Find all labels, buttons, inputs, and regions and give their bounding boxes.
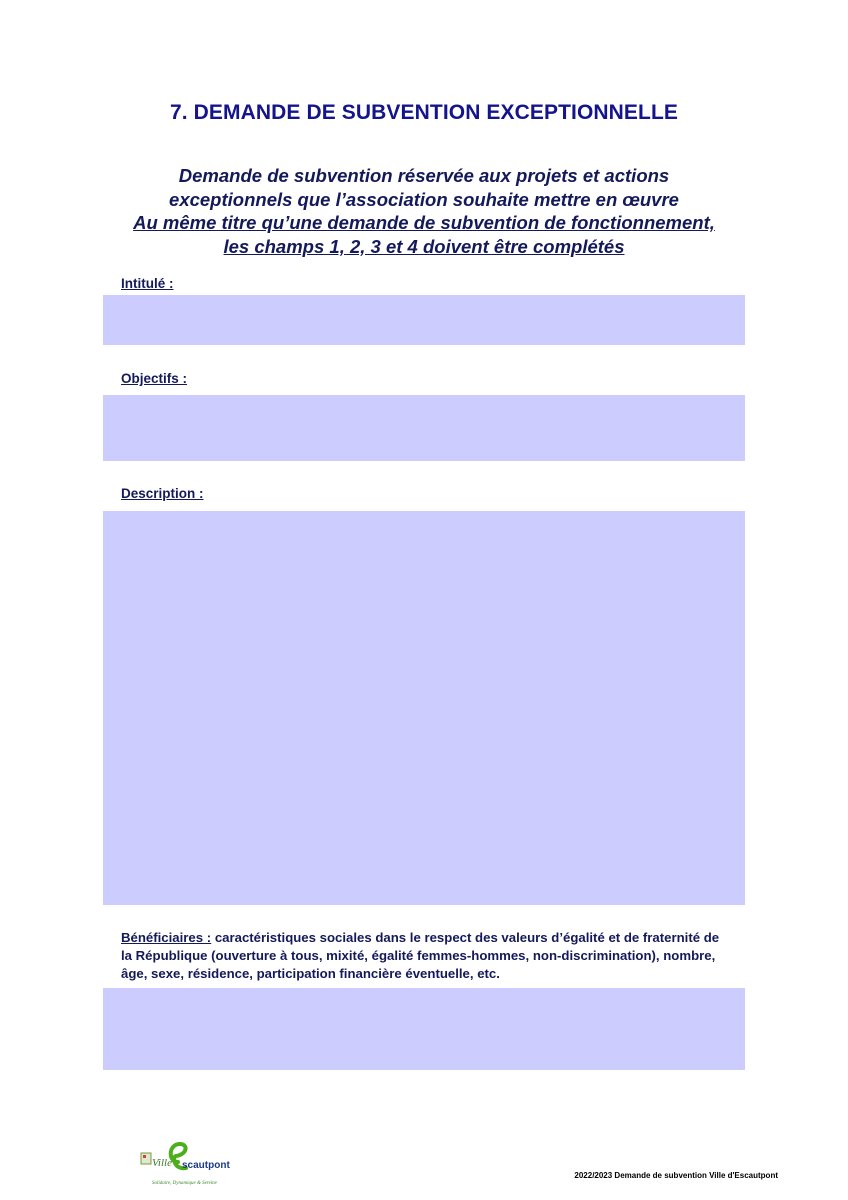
- subtitle-line-3: Au même titre qu’une demande de subvention de fonctionnement,: [133, 212, 715, 233]
- beneficiaires-instructions: [121, 929, 721, 983]
- ville-escautpont-logo: [138, 1140, 234, 1188]
- subtitle-line-1: Demande de subvention réservée aux projets et actions: [178, 165, 670, 186]
- page-title: 7. DEMANDE DE SUBVENTION EXCEPTIONNELLE: [170, 101, 678, 124]
- logo-icon: [138, 1140, 234, 1188]
- description-label: Description :: [121, 486, 204, 501]
- svg-text:Solidaire, Dynamique & Sereine: Solidaire, Dynamique & Sereine: [152, 1181, 217, 1186]
- beneficiaires-label: Bénéficiaires :: [121, 930, 212, 945]
- beneficiaires-field[interactable]: [103, 988, 745, 1070]
- subtitle-line-2: exceptionnels que l’association souhaite mettre en œuvre: [169, 188, 679, 210]
- objectifs-label: Objectifs :: [121, 371, 188, 386]
- subtitle-line-4: les champs 1, 2, 3 et 4 doivent être complétés: [223, 235, 625, 257]
- beneficiaires-text: caractéristiques sociales dans le respect des valeurs d’égalité et de fraternité de la République (ouverture à tous, mixité, égalité femmes-hommes, non-discrimination), nombre, âge, sexe, résidence, participation financière éventuelle, etc.: [121, 930, 720, 981]
- svg-text:scautpont: scautpont: [182, 1160, 230, 1171]
- page-footer: 2022/2023 Demande de subvention Ville d'Escautpont: [574, 1171, 778, 1180]
- subtitle: [0, 164, 848, 258]
- description-field[interactable]: [103, 511, 745, 905]
- intitule-field[interactable]: [103, 295, 745, 345]
- svg-text:Ville: Ville: [152, 1157, 172, 1169]
- intitule-label: Intitulé :: [121, 276, 174, 291]
- objectifs-field[interactable]: [103, 395, 745, 461]
